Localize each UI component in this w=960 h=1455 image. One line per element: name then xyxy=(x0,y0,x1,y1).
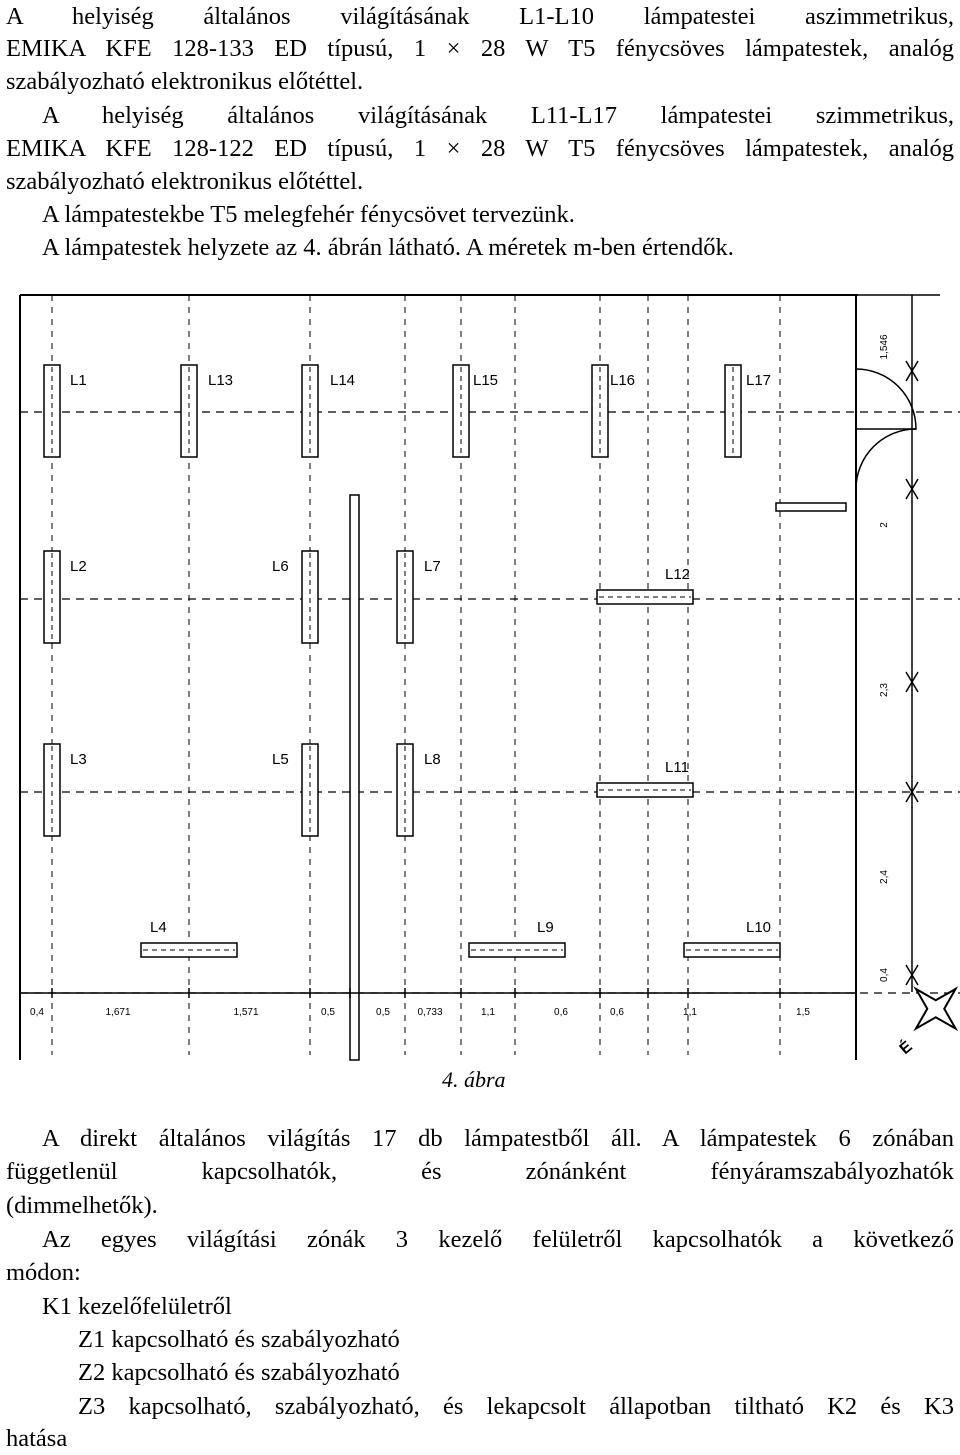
luminaire-l16 xyxy=(592,365,635,457)
luminaire-label-l10: L10 xyxy=(746,919,772,936)
luminaire-l2 xyxy=(44,551,87,643)
luminaire-l3 xyxy=(44,744,87,836)
bottom-dimension-label: 0,733 xyxy=(417,1007,443,1018)
side-dimension-label: 0,4 xyxy=(879,968,890,982)
luminaire-l13 xyxy=(181,365,233,457)
wall-element xyxy=(776,503,846,511)
paragraph-6-line-2: módon: xyxy=(6,1259,81,1286)
side-dimension-label: 2,4 xyxy=(879,870,890,884)
bottom-dimension-label: 1,1 xyxy=(683,1007,697,1018)
paragraph-5-line-3: (dimmelhetők). xyxy=(6,1192,158,1219)
paragraph-5-line-1: A direkt általános világítás 17 db lámpatestből áll. A lámpatestek 6 zónában xyxy=(42,1125,954,1152)
bottom-dimension-label: 0,5 xyxy=(376,1007,390,1018)
north-marker-icon xyxy=(896,969,960,1048)
paragraph-2-line-2: EMIKA KFE 128-122 ED típusú, 1 × 28 W T5 fénycsöves lámpatestek, analóg xyxy=(6,135,954,162)
bottom-dimension-label: 0,4 xyxy=(30,1007,44,1018)
paragraph-1-line-3: szabályozható elektronikus előtéttel. xyxy=(6,68,364,95)
paragraph-2-line-3: szabályozható elektronikus előtéttel. xyxy=(6,168,364,195)
luminaire-label-l7: L7 xyxy=(424,558,441,575)
bottom-dimension-label: 0,5 xyxy=(321,1007,335,1018)
luminaire-label-l12: L12 xyxy=(665,566,691,583)
luminaire-l7 xyxy=(397,551,441,643)
luminaire-l9 xyxy=(469,919,565,957)
paragraph-6-line-1: Az egyes világítási zónák 3 kezelő felületről kapcsolhatók a következő xyxy=(42,1226,954,1253)
luminaire-l15 xyxy=(453,365,498,457)
luminaire-l8 xyxy=(397,744,441,836)
bottom-dimension-label: 0,6 xyxy=(610,1007,624,1018)
zone-z1: Z1 kapcsolható és szabályozható xyxy=(78,1326,400,1353)
luminaire-l14 xyxy=(302,365,355,457)
luminaire-l17 xyxy=(725,365,771,457)
luminaire-l10 xyxy=(684,919,780,957)
luminaire-label-l15: L15 xyxy=(473,372,499,389)
luminaire-label-l11: L11 xyxy=(665,759,689,776)
bottom-dimension-label: 1,1 xyxy=(481,1007,495,1018)
paragraph-1-line-1: A helyiség általános világításának L1-L10 lámpatestei aszimmetrikus, xyxy=(6,3,954,30)
luminaire-label-l16: L16 xyxy=(610,372,636,389)
luminaire-label-l4: L4 xyxy=(150,919,167,936)
bottom-dimension-label: 1,671 xyxy=(105,1007,131,1018)
partition-wall xyxy=(350,495,359,1060)
bottom-dimension-label: 1,5 xyxy=(796,1007,810,1018)
luminaire-l12 xyxy=(597,566,693,604)
luminaire-l6 xyxy=(272,551,318,643)
luminaire-label-l17: L17 xyxy=(746,372,772,389)
luminaire-label-l3: L3 xyxy=(70,751,87,768)
side-dimension-label: 1,546 xyxy=(879,334,890,360)
luminaire-label-l14: L14 xyxy=(330,372,356,389)
luminaire-label-l6: L6 xyxy=(272,558,289,575)
north-label: É xyxy=(896,1038,916,1059)
paragraph-2-line-1: A helyiség általános világításának L11-L17 lámpatestei szimmetrikus, xyxy=(42,102,954,129)
paragraph-1-line-2: EMIKA KFE 128-133 ED típusú, 1 × 28 W T5 fénycsöves lámpatestek, analóg xyxy=(6,35,954,62)
luminaire-l5 xyxy=(272,744,318,836)
bottom-dimension-label: 0,6 xyxy=(554,1007,568,1018)
luminaire-label-l8: L8 xyxy=(424,751,441,768)
side-dimension-label: 2,3 xyxy=(879,683,890,697)
paragraph-5-line-2: függetlenül kapcsolhatók, és zónánként fényáramszabályozhatók xyxy=(6,1158,954,1185)
luminaire-label-l13: L13 xyxy=(208,372,234,389)
lighting-floor-plan xyxy=(0,285,960,1065)
luminaire-label-l1: L1 xyxy=(70,372,87,389)
luminaire-l11 xyxy=(597,759,693,797)
panel-k1: K1 kezelőfelületről xyxy=(42,1293,232,1320)
paragraph-4: A lámpatestek helyzete az 4. ábrán látható. A méretek m-ben értendők. xyxy=(42,234,734,261)
luminaire-label-l9: L9 xyxy=(537,919,554,936)
zone-z3-line-1: Z3 kapcsolható, szabályozható, és lekapcsolt állapotban tiltható K2 és K3 xyxy=(78,1393,954,1420)
zone-z3-line-2: hatása xyxy=(6,1425,68,1452)
bottom-dimension-label: 1,571 xyxy=(233,1007,259,1018)
paragraph-3: A lámpatestekbe T5 melegfehér fénycsövet tervezünk. xyxy=(42,201,575,228)
zone-z2: Z2 kapcsolható és szabályozható xyxy=(78,1359,400,1386)
figure-caption: 4. ábra xyxy=(442,1067,506,1092)
luminaire-label-l5: L5 xyxy=(272,751,289,768)
luminaire-l1 xyxy=(44,365,87,457)
side-dimension-label: 2 xyxy=(879,522,890,528)
luminaire-label-l2: L2 xyxy=(70,558,87,575)
